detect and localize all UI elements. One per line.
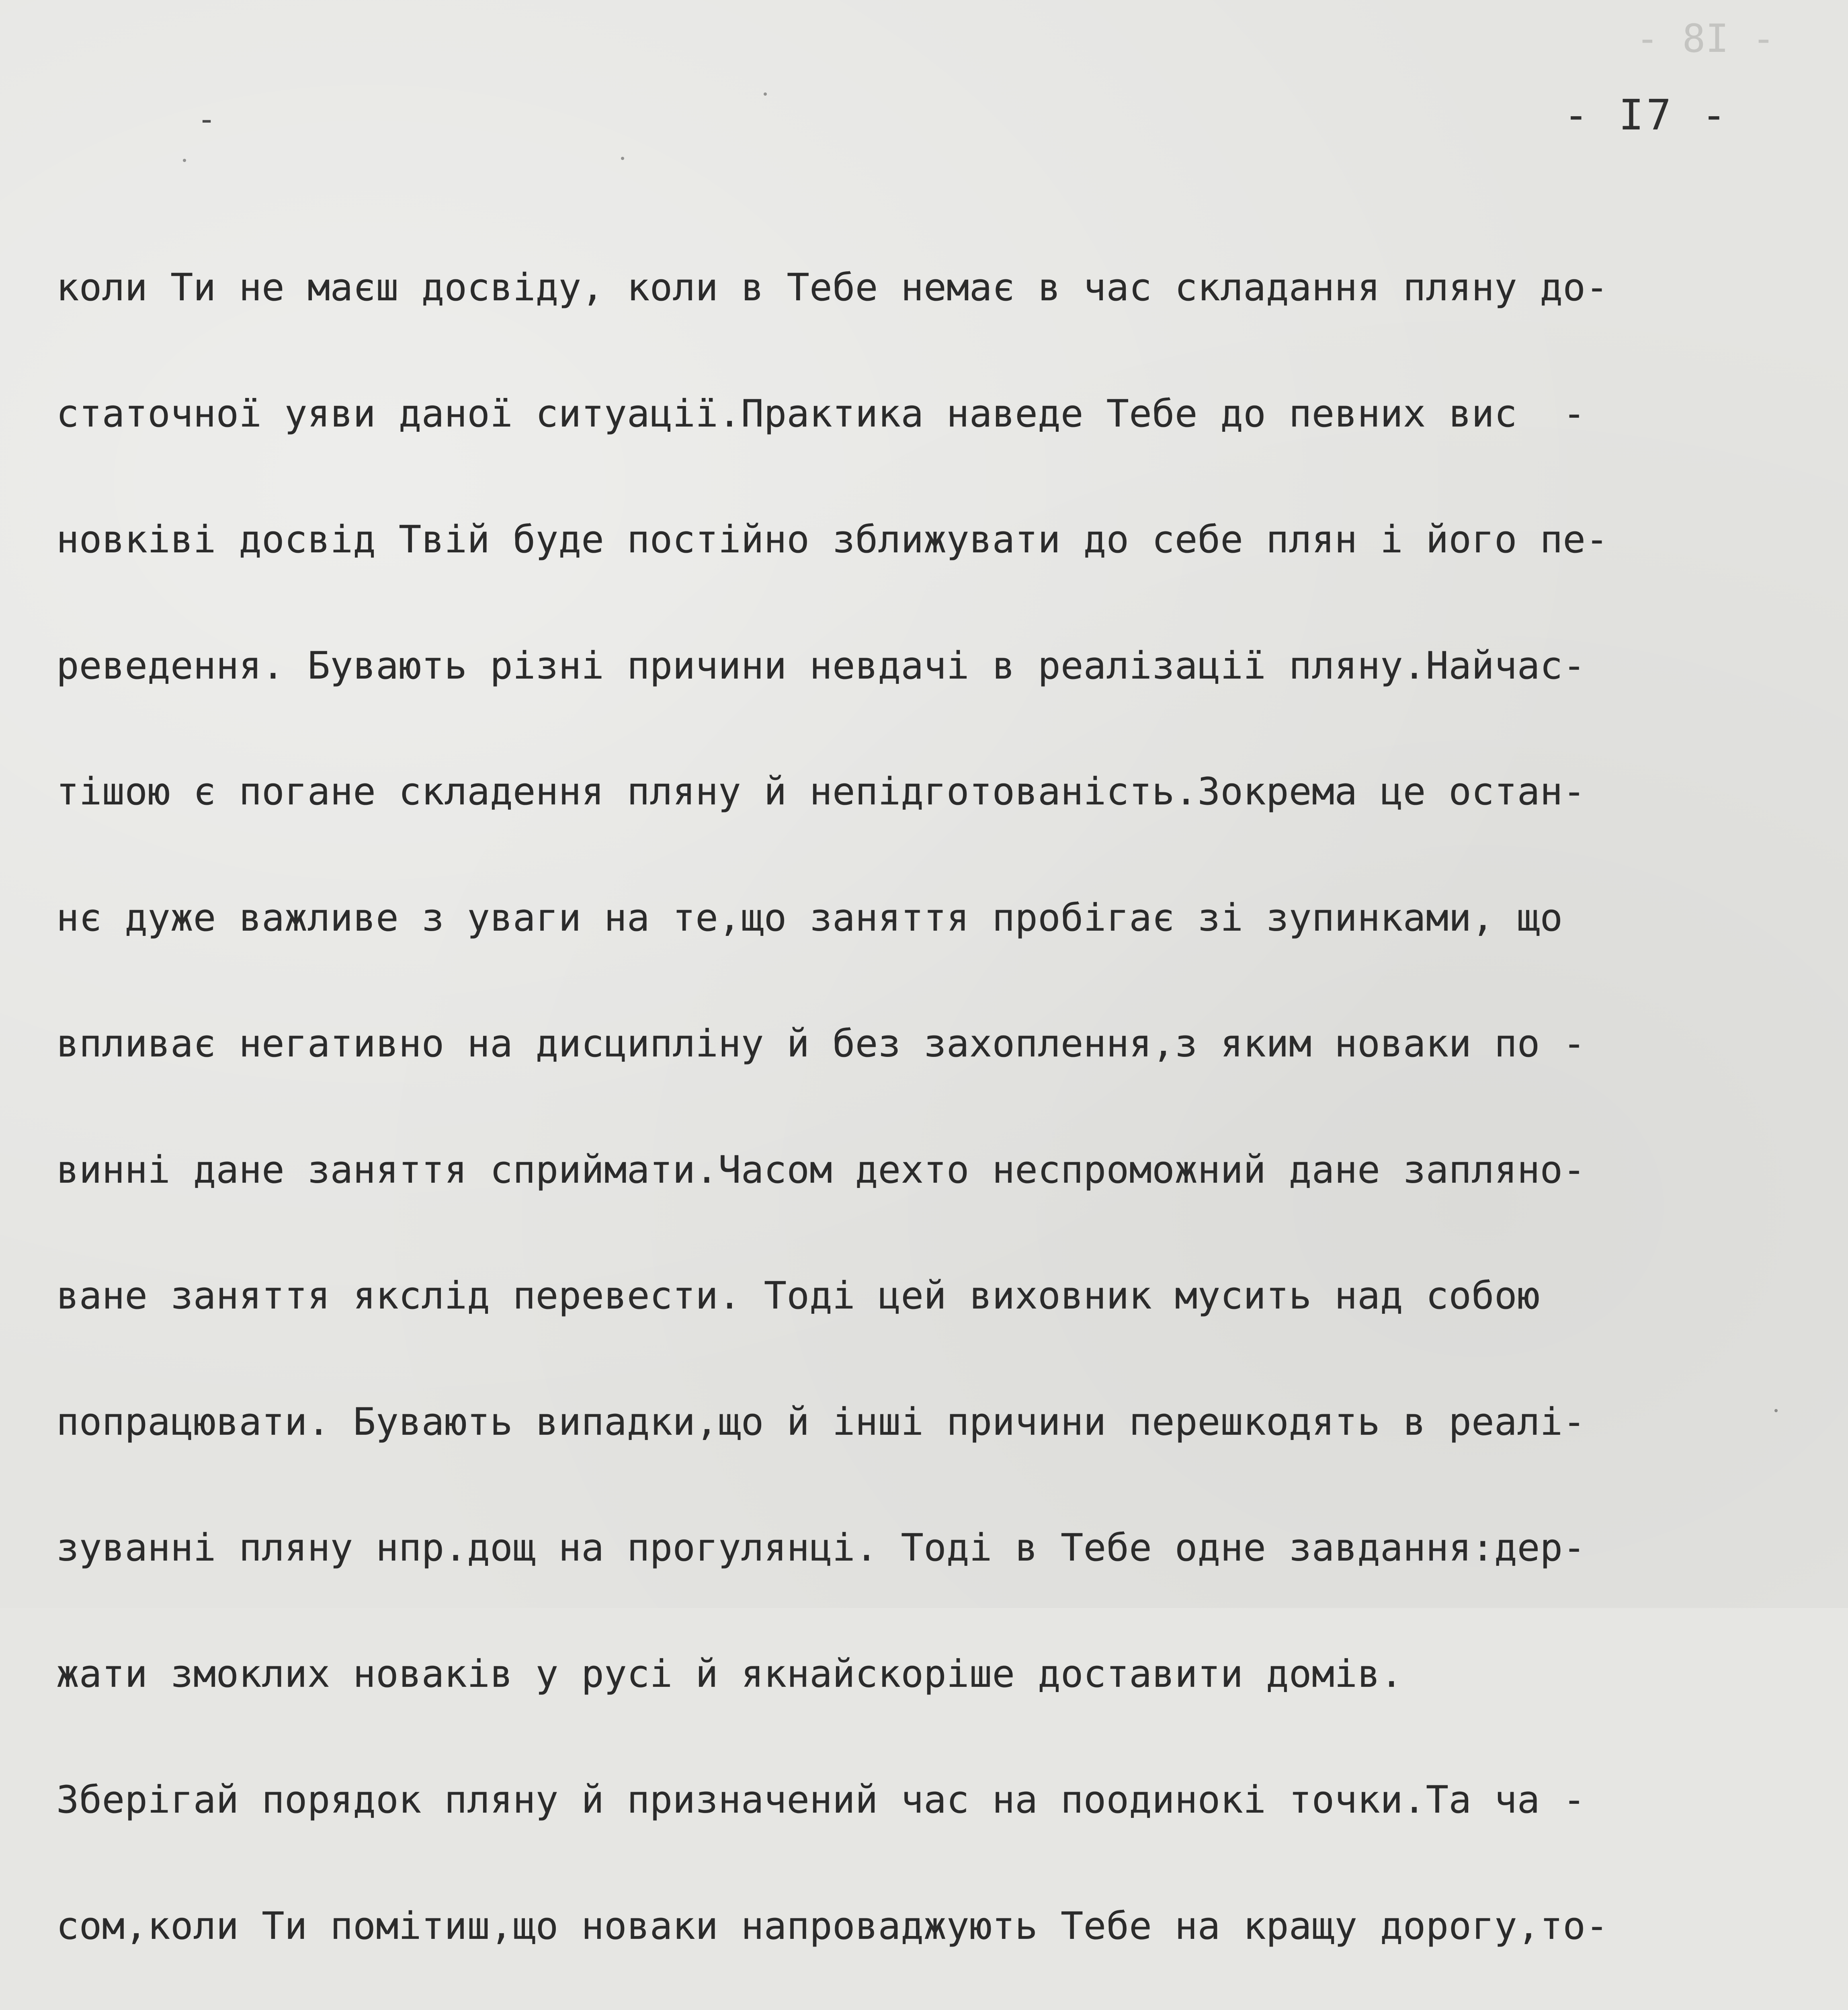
header-mark: -: [197, 100, 217, 138]
text-line: винні дане заняття сприймати.Часом дехто неспроможний дане заплянo-: [56, 1148, 1586, 1192]
typed-text-body: [56, 183, 1809, 2010]
text-line: коли Ти не маєш досвіду, коли в Тебе немає в час складання пляну до-: [56, 266, 1608, 310]
bleed-through-page-number: - I8 -: [1636, 16, 1775, 61]
text-line: ване заняття якслід перевести. Тоді цей виховник мусить над собою: [56, 1274, 1540, 1318]
paper-speck: [621, 157, 624, 160]
text-line: Зберігай порядок пляну й призначений час на поодинокі точки.Та ча -: [56, 1778, 1586, 1822]
text-line: жати змоклих новаків у русі й якнайскоріше доставити домів.: [56, 1652, 1403, 1696]
text-line: сом,коли Ти помітиш,що новаки напроваджують Тебе на кращу дорогу,то-: [56, 1904, 1608, 1948]
text-line: тішою є погане складення пляну й непідготованість.Зокрема це остан-: [56, 770, 1586, 814]
text-line: новківі досвід Твій буде постійно зближувати до себе плян і його пе-: [56, 518, 1608, 562]
paper-speck: [764, 92, 767, 96]
page-number: - I7 -: [1563, 90, 1729, 139]
text-line: статочної уяви даної ситуації.Практика наведе Тебе до певних вис -: [56, 392, 1586, 436]
text-line: зуванні пляну нпр.дощ на прогулянці. Тоді в Тебе одне завдання:дер-: [56, 1526, 1586, 1570]
text-line: попрацювати. Бувають випадки,що й інші причини перешкодять в реалі-: [56, 1400, 1586, 1444]
text-line: нє дуже важливе з уваги на те,що заняття пробігає зі зупинками, що: [56, 896, 1563, 940]
paper-speck: [183, 159, 186, 162]
text-line: впливає негативно на дисципліну й без захоплення,з яким новаки по -: [56, 1022, 1586, 1066]
text-line: реведення. Бувають різні причини невдачі в реалізації пляну.Найчас-: [56, 644, 1586, 688]
paper-speck: [1774, 1409, 1778, 1412]
